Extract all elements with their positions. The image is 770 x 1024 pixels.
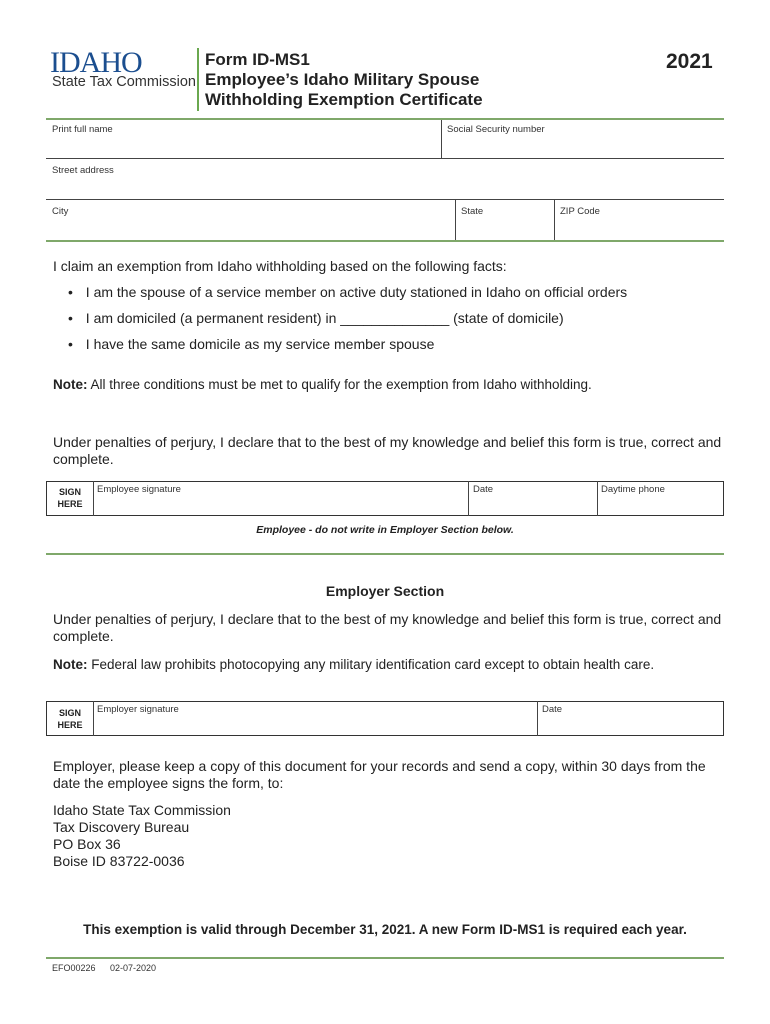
declaration-line-1: Under penalties of perjury, I declare that to the best of my knowledge and belief this form is true, correct and	[53, 611, 722, 627]
row-rule	[46, 199, 724, 200]
sign-here	[46, 486, 94, 510]
sign-here-2: HERE	[57, 499, 83, 509]
claim-bullet-text: I am domiciled (a permanent resident) in ______________ (state of domicile)	[85, 310, 564, 326]
validity-statement: This exemption is valid through December 31, 2021. A new Form ID-MS1 is required each year.	[83, 922, 687, 937]
bullet-dot: •	[68, 310, 73, 326]
sign-here	[46, 707, 94, 731]
claim-note	[53, 376, 592, 393]
declaration-line-2: complete.	[53, 451, 114, 467]
employer-date-label: Date	[542, 704, 563, 715]
claim-intro: I claim an exemption from Idaho withholding based on the following facts:	[53, 258, 507, 274]
note-text: All three conditions must be met to qualify for the exemption from Idaho withholding.	[90, 377, 592, 392]
employer-note	[53, 656, 654, 673]
sign-here-2: HERE	[57, 720, 83, 730]
state-label: State	[461, 206, 484, 217]
employer-signature-field[interactable]	[94, 702, 536, 735]
daytime-phone-field[interactable]	[598, 482, 723, 515]
street-address-field[interactable]	[46, 160, 724, 198]
mailing-address	[53, 802, 231, 870]
form-title-line-3: Withholding Exemption Certificate	[205, 90, 483, 109]
logo-subtitle: State Tax Commission	[52, 74, 196, 90]
employee-signature-field[interactable]	[94, 482, 467, 515]
logo-idaho: IDAHO	[50, 46, 142, 79]
declaration-line-1: Under penalties of perjury, I declare that to the best of my knowledge and belief this form is true, correct and	[53, 434, 722, 450]
address-line: Idaho State Tax Commission	[53, 802, 231, 818]
instructions-line-2: date the employee signs the form, to:	[53, 775, 284, 791]
state-field[interactable]	[456, 201, 553, 239]
sign-here-1: SIGN	[58, 708, 81, 718]
employee-date-label: Date	[473, 484, 494, 495]
form-revision-date: 02-07-2020	[110, 963, 157, 973]
zip-label: ZIP Code	[560, 206, 600, 217]
daytime-phone-label: Daytime phone	[601, 484, 665, 495]
address-line: PO Box 36	[53, 836, 121, 852]
header-divider	[197, 48, 199, 111]
employer-instructions	[53, 758, 706, 792]
employer-section-heading: Employer Section	[325, 583, 445, 599]
note-text: Federal law prohibits photocopying any military identification card except to obtain health care.	[91, 657, 655, 672]
form-title-line-2: Employee’s Idaho Military Spouse	[205, 70, 480, 89]
claim-bullet	[68, 284, 627, 301]
claim-bullet	[68, 310, 564, 327]
note-label: Note:	[53, 657, 88, 672]
row-rule	[46, 158, 724, 159]
sign-here-1: SIGN	[58, 487, 81, 497]
address-line: Boise ID 83722-0036	[53, 853, 185, 869]
print-full-name-label: Print full name	[52, 124, 113, 135]
ssn-label: Social Security number	[447, 124, 545, 135]
street-address-label: Street address	[52, 165, 114, 176]
print-full-name-field[interactable]	[46, 120, 440, 158]
address-line: Tax Discovery Bureau	[53, 819, 190, 835]
employee-date-field[interactable]	[469, 482, 596, 515]
section-rule	[46, 240, 724, 242]
claim-bullet-text: I am the spouse of a service member on active duty stationed in Idaho on official orders	[85, 284, 628, 300]
employer-signature-label: Employer signature	[97, 704, 179, 715]
ssn-field[interactable]	[442, 120, 724, 158]
form-code: EFO00226	[52, 963, 96, 973]
employee-declaration	[53, 434, 721, 468]
declaration-line-2: complete.	[53, 628, 114, 644]
claim-bullet	[68, 336, 434, 353]
claim-bullet-text: I have the same domicile as my service member spouse	[85, 336, 435, 352]
employer-declaration	[53, 611, 721, 645]
form-year: 2021	[666, 50, 713, 73]
city-label: City	[52, 206, 69, 217]
employer-section-warning: Employee - do not write in Employer Section below.	[256, 524, 514, 536]
form-title-line-1: Form ID-MS1	[205, 50, 310, 69]
city-field[interactable]	[46, 201, 454, 239]
employer-date-field[interactable]	[538, 702, 723, 735]
section-rule	[46, 553, 724, 555]
instructions-line-1: Employer, please keep a copy of this document for your records and send a copy, within 30 days from the	[53, 758, 706, 774]
bullet-dot: •	[68, 284, 73, 300]
employee-signature-label: Employee signature	[97, 484, 181, 495]
note-label: Note:	[53, 377, 88, 392]
form-title	[205, 50, 483, 110]
zip-field[interactable]	[555, 201, 724, 239]
footer-rule	[46, 957, 724, 959]
bullet-dot: •	[68, 336, 73, 352]
